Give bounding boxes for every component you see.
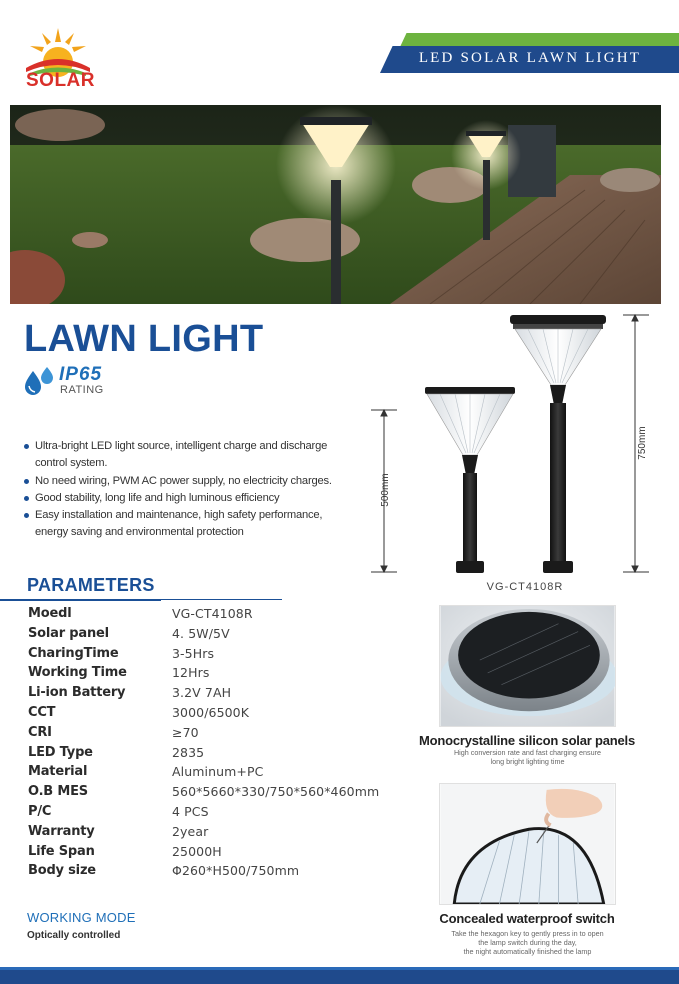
banner-accent <box>400 33 679 47</box>
param-row <box>28 704 388 724</box>
tall-height-label: 750mm <box>637 426 648 460</box>
param-row <box>28 783 388 803</box>
feature-item: Ultra-bright LED light source, intelligent charge and discharge control system. <box>24 438 354 473</box>
param-value: 2year <box>172 823 209 839</box>
param-row <box>28 605 388 625</box>
feature-item: Good stability, long life and high luminous efficiency <box>24 490 354 507</box>
param-label: Body size <box>28 863 96 879</box>
param-row <box>28 763 388 783</box>
solar-panel-photo <box>439 605 616 727</box>
param-label: CRI <box>28 724 52 740</box>
parameters-heading: PARAMETERS <box>27 575 155 595</box>
parameters-table <box>28 605 388 882</box>
param-value: VG-CT4108R <box>172 606 253 621</box>
param-label: Solar panel <box>28 625 109 641</box>
param-label: CharingTime <box>28 645 119 661</box>
feature-item: Easy installation and maintenance, high safety performance, energy saving and environmental protection <box>24 507 354 542</box>
param-row <box>28 862 388 882</box>
switch-title: Concealed waterproof switch <box>439 911 615 926</box>
short-height-label: 500mm <box>380 473 391 507</box>
hero-photo <box>10 105 661 304</box>
model-caption: VG-CT4108R <box>486 581 564 593</box>
footer-bar <box>0 967 679 984</box>
param-value: 25000H <box>172 843 222 859</box>
param-label: O.B MES <box>28 784 88 800</box>
section-divider <box>161 599 282 600</box>
param-row <box>28 744 388 764</box>
param-value: Aluminum+PC <box>172 764 264 780</box>
ip-code: IP65 <box>59 364 103 385</box>
desc-line: the night automatically finished the lamp <box>463 947 592 956</box>
waterproof-switch-photo <box>439 783 616 905</box>
param-value: 4 PCS <box>172 803 209 819</box>
desc-line: High conversion rate and fast charging ensure <box>453 748 602 757</box>
param-label: CCT <box>28 704 56 720</box>
param-label: Warranty <box>28 823 95 839</box>
param-row <box>28 843 388 863</box>
param-value: 560*5660*330/750*560*460mm <box>172 784 380 800</box>
product-dimension-drawing <box>365 305 665 595</box>
param-row <box>28 724 388 744</box>
param-value: 4. 5W/5V <box>172 625 230 641</box>
page-title: LAWN LIGHT <box>24 318 264 360</box>
param-label: P/C <box>28 803 52 819</box>
param-label: Material <box>28 764 88 780</box>
feature-item: No need wiring, PWM AC power supply, no electricity charges. <box>24 473 354 490</box>
param-row <box>28 664 388 684</box>
param-value: 3000/6500K <box>172 704 250 720</box>
param-value: 3-5Hrs <box>172 645 215 661</box>
feature-list <box>24 438 354 542</box>
solar-panel-title: Monocrystalline silicon solar panels <box>418 733 636 748</box>
ip-rating-label: RATING <box>60 384 104 396</box>
param-label: Moedl <box>28 606 72 621</box>
param-value: ≥70 <box>172 724 199 740</box>
working-mode-heading: WORKING MODE <box>27 910 136 925</box>
desc-line: the lamp switch during the day, <box>478 938 577 947</box>
param-row <box>28 645 388 665</box>
param-row <box>28 803 388 823</box>
param-value: 12Hrs <box>172 665 210 681</box>
param-value: 3.2V 7AH <box>172 685 232 701</box>
working-mode-text: Optically controlled <box>27 930 121 941</box>
section-divider <box>0 599 161 601</box>
solar-panel-desc <box>430 748 625 766</box>
logo-text: SOLAR <box>26 70 95 91</box>
param-row <box>28 625 388 645</box>
param-label: LED Type <box>28 744 93 760</box>
desc-line: Take the hexagon key to gently press in to open <box>451 929 604 938</box>
water-drops-icon <box>23 365 57 397</box>
desc-line: long bright lighting time <box>490 757 565 766</box>
param-label: Li-ion Battery <box>28 685 126 701</box>
param-label: Life Span <box>28 843 95 859</box>
param-row <box>28 823 388 843</box>
param-value: 2835 <box>172 744 205 760</box>
param-row <box>28 684 388 704</box>
switch-desc <box>430 929 625 956</box>
param-value: Φ260*H500/750mm <box>172 863 300 879</box>
banner-title: LED SOLAR LAWN LIGHT <box>418 50 642 66</box>
param-label: Working Time <box>28 665 127 681</box>
